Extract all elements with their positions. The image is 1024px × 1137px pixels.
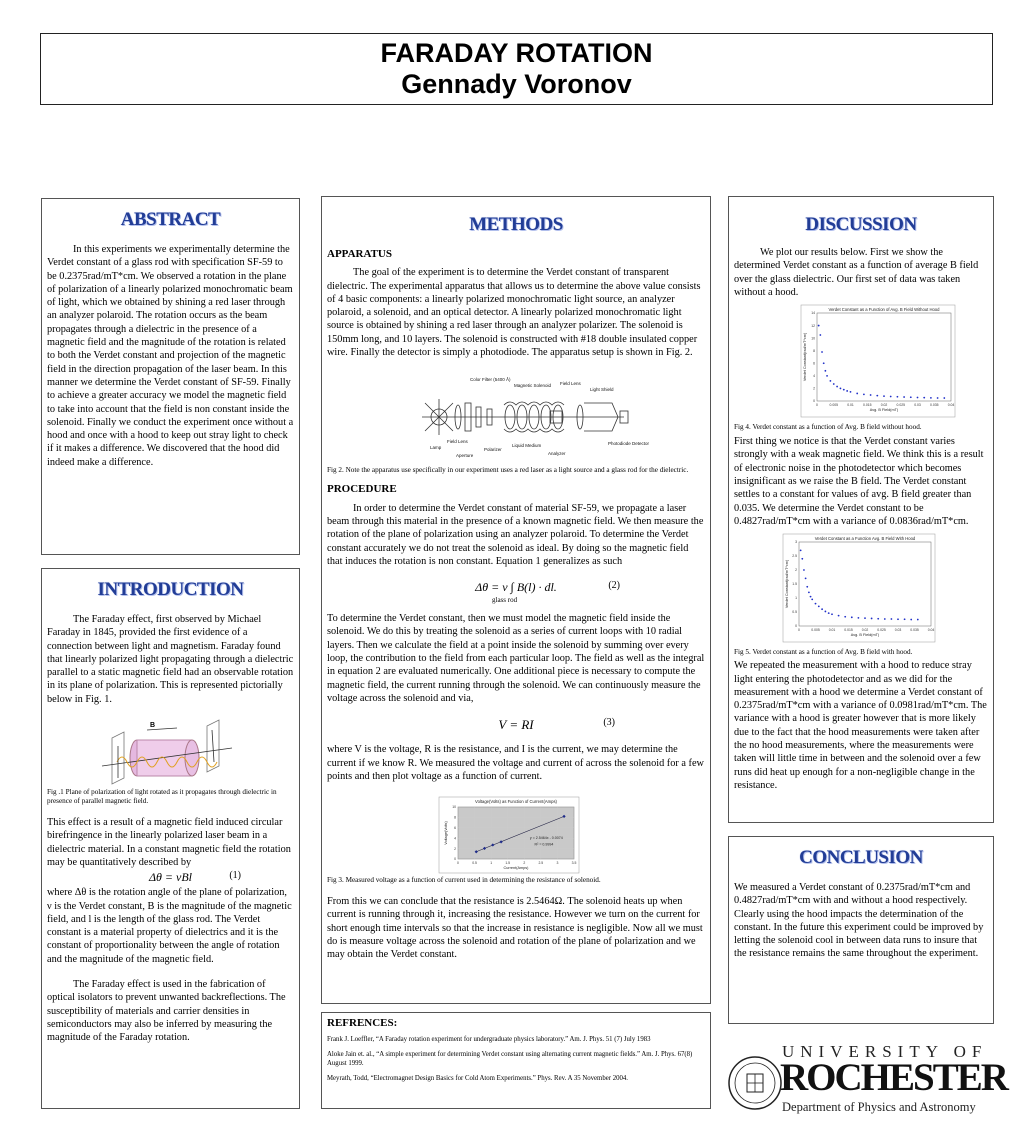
svg-text:B: B xyxy=(150,722,156,730)
data-point xyxy=(923,397,925,399)
data-point xyxy=(808,592,810,594)
y-tick-label: 1 xyxy=(795,596,797,601)
discussion-paragraph-2: First thing we notice is that the Verdet constant varies strongly with a weak magnetic field. We think this is a result of electronic noise in the photodetector which becomes insignificant as we raise the B field. The Verdet constant settles to a constant for values of avg. B field greater than 0.035. We determine the Verdet constant to be 0.4827rad/mT*cm with a variance of 0.0836rad/mT*cm. xyxy=(734,436,984,527)
label-polarizer: Polarizer xyxy=(484,447,502,453)
reference-1: Frank J. Loeffler, “A Faraday rotation experiment for undergraduate physics laboratory.” Am. J. Phys. 51 (7) July 1983 xyxy=(327,1036,651,1044)
x-tick-label: 0.01 xyxy=(828,628,836,633)
x-tick-label: 0.005 xyxy=(811,628,820,633)
y-tick-label: 10 xyxy=(811,336,815,341)
data-point xyxy=(890,396,892,398)
x-tick-label: 0.025 xyxy=(877,628,886,633)
label-light-shield: Light Shield xyxy=(590,387,614,393)
data-point xyxy=(917,619,919,621)
label-photodiode-detector: Photodiode Detector xyxy=(608,441,650,447)
chart-title: Voltage(Volts) as Function of Current(Amps) xyxy=(475,799,557,805)
data-point xyxy=(877,618,879,620)
data-point xyxy=(821,351,823,353)
y-tick-label: 6 xyxy=(813,361,815,366)
equation-2 xyxy=(322,580,710,606)
y-tick-label: 0 xyxy=(795,624,797,629)
data-point xyxy=(884,618,886,620)
equation-1 xyxy=(42,870,299,885)
label-liquid-medium: Liquid Medium xyxy=(512,443,542,449)
x-tick-label: 0.015 xyxy=(844,628,853,633)
discussion-heading: DISCUSSION xyxy=(805,214,917,235)
x-axis-label: Current(Amps) xyxy=(503,866,529,871)
y-tick-label: 4 xyxy=(813,374,815,379)
x-tick-label: 0.03 xyxy=(914,403,921,408)
data-point xyxy=(806,586,808,588)
resistance-paragraph: From this we can conclude that the resistance is 2.5464Ω. The solenoid heats up when current is running through it, increasing the resistance. However we turn on the current for short enough time intervals so that the increase in resistance is negligible. Now all we must do is measure voltage across the solenoid and rotation of the plane of polarization and we may obtain the Verdet constant. xyxy=(327,896,703,961)
y-tick-label: 2 xyxy=(454,846,456,851)
intro-paragraph-1: The Faraday effect, first observed by Michael Faraday in 1845, provided the first evidence of a connection between light and magnetism. Faraday found that linearly polarized light propagating through a dielectric parallel to a static magnetic field had an observable rotation in its plane of polarization. This is represented pictorially below in Fig. 1. xyxy=(47,614,294,705)
discussion-paragraph-1: We plot our results below. First we show the determined Verdet constant as a function of average B field over the glass dielectric. Our first set of data was taken without a hood. xyxy=(734,247,979,298)
logo-university-of: UNIVERSITY OF xyxy=(782,1042,988,1061)
verdet-with-hood-chart xyxy=(729,532,993,646)
data-point xyxy=(843,389,845,391)
data-point xyxy=(904,619,906,621)
plot-area xyxy=(817,313,951,401)
x-tick-label: 0.005 xyxy=(829,403,838,408)
data-point xyxy=(856,393,858,395)
label-field-lens-1: Field Lens xyxy=(560,381,581,387)
label-magnetic-solenoid: Magnetic Solenoid xyxy=(514,383,552,389)
references-heading: REFRENCES: xyxy=(327,1017,398,1029)
data-point xyxy=(826,375,828,377)
data-point xyxy=(917,397,919,399)
abstract-heading: ABSTRACT xyxy=(120,209,221,230)
fig5-caption: Fig 5. Verdet constant as a function of Avg. B field with hood. xyxy=(734,648,913,657)
y-axis-label: Voltage(Volts) xyxy=(444,821,448,845)
data-point xyxy=(883,395,885,397)
y-tick-label: 2 xyxy=(795,568,797,573)
equation-1-text: Δθ = νBl xyxy=(148,870,193,885)
conclusion-section xyxy=(728,836,994,1024)
data-point xyxy=(910,397,912,399)
x-tick-label: 3 xyxy=(556,861,559,866)
model-paragraph: To determine the Verdet constant, then we must model the magnetic field inside the solenoid. We do this by treating the solenoid as a series of current loops with 10 radial layers. Then we calculate the field at a point inside the solenoid by summing over every loop, the contribution to the field from each particular loop. The field as well as the integral in equation 2 are evaluated numerically. One additional piece is necessary to compute the magnetic field, the current running through the solenoid. We can continuously measure the voltage across the solenoid and via, xyxy=(327,613,705,704)
data-point xyxy=(805,578,807,580)
data-point xyxy=(840,388,842,390)
discussion-paragraph-3: We repeated the measurement with a hood to reduce stray light entering the photodetector and as we did for the measurement with a hood we determine a Verdet constant of 0.2375rad/mT*cm with a variance of 0.0981rad/mT*cm. The variance with a hood is greater however that is more likely due to the fact that the hood measurements were taken after the no hood measurements, where the measurements were taken will little time in between and the solenoid over a few runs did heat up enough for a non-negligible change in the resistance. xyxy=(734,660,987,791)
y-tick-label: 0.5 xyxy=(792,610,797,615)
x-tick-label: 0.025 xyxy=(896,403,905,408)
y-tick-label: 8 xyxy=(813,349,815,354)
logo-department: Department of Physics and Astronomy xyxy=(782,1100,976,1114)
data-point xyxy=(897,619,899,621)
reference-3: Meyrath, Todd, “Electromagnet Design Basics for Cold Atom Experiments.” Phys. Rev. A 35 November 2004. xyxy=(327,1075,628,1083)
x-tick-label: 0.03 xyxy=(894,628,902,633)
x-tick-label: 2 xyxy=(523,861,526,866)
data-point xyxy=(891,618,893,620)
data-point xyxy=(858,617,860,619)
fig2-caption: Fig 2. Note the apparatus use specifically in our experiment uses a red laser as a light source and a glass rod for the dielectric. xyxy=(327,466,689,475)
conclusion-body: We measured a Verdet constant of 0.2375rad/mT*cm and 0.4827rad/mT*cm with and without a hood respectively. Clearly using the hood impacts the determination of the constant. In the future this experiment could be improved by letting the solenoid cool in between data runs to insure that the resistance remains the same throughout the experiment. xyxy=(734,882,984,960)
vri-paragraph: where V is the voltage, R is the resistance, and I is the current, we may determine the current if we know R. We measured the voltage and current of across the solenoid for a few points and then plot voltage as a function of current. xyxy=(327,744,704,782)
x-tick-label: 1 xyxy=(490,861,493,866)
data-point xyxy=(831,614,833,616)
y-tick-label: 14 xyxy=(811,311,815,316)
x-axis-label: Avg. B Field(mT) xyxy=(850,633,880,638)
y-tick-label: 12 xyxy=(811,323,815,328)
y-tick-label: 0 xyxy=(454,857,456,862)
y-tick-label: 1.5 xyxy=(792,582,797,587)
introduction-section xyxy=(41,568,300,1109)
abstract-body: In this experiments we experimentally determine the Verdet constant of a glass rod with specification SF-59 to be 0.2375rad/mT*cm. We observed a rotation in the plane of polarization of a linearly polarized monochromatic beam of light, which we obtained by shining a red laser through an analyzer polaroid. The rotation occurs as the beam propagates through a dielectric in the presence of a magnetic field and the magnitude of the rotation is related to both the Verdet constant and projection of the magnetic field in the direction propagation of the laser beam. In this manner we determine the Verdet constant of SF-59. Finally to achieve a greater accuracy we model the magnetic field to take into account that the field is non constant inside the solenoid. Finally we conduct the experiment once without a hood and once with a hood to keep out stray light to check if it makes a difference. We discovered that the hood did indeed make a difference. xyxy=(47,244,294,468)
label-color-filter: Color Filter (5400 Å) xyxy=(470,377,511,383)
data-point xyxy=(897,396,899,398)
x-tick-label: 0 xyxy=(798,628,800,633)
voltage-current-chart xyxy=(322,795,710,875)
logo-rochester: ROCHESTER xyxy=(780,1056,1007,1099)
conclusion-heading: CONCLUSION xyxy=(799,847,923,868)
x-tick-label: 2.5 xyxy=(538,861,544,866)
fig2-apparatus-diagram xyxy=(322,373,710,463)
equation-2-subscript: glass rod xyxy=(492,596,518,605)
chart-title: Verdet Constant as a Function Avg. B Field With Hood xyxy=(814,536,916,542)
data-point xyxy=(821,609,823,611)
data-point xyxy=(870,394,872,396)
data-point xyxy=(838,615,840,617)
x-tick-label: 0.02 xyxy=(880,403,888,408)
data-point xyxy=(863,394,865,396)
apparatus-heading: APPARATUS xyxy=(327,248,392,260)
chart-title: Verdet Constant as a Function of Avg. B Field Without Hood xyxy=(828,307,940,313)
intro-paragraph-2: This effect is a result of a magnetic field induced circular birefringence in the linearly polarized laser beam in a dielectric material. In a constant magnetic field the rotation may be quantitatively described by xyxy=(47,817,291,868)
x-axis-label: Avg. B Field(mT) xyxy=(869,408,899,413)
title-line1: FARADAY ROTATION xyxy=(380,38,653,68)
fig1-diagram xyxy=(42,718,299,788)
data-point xyxy=(844,616,846,618)
data-point xyxy=(815,603,817,605)
data-point xyxy=(937,397,939,399)
label-analyzer: Analyzer xyxy=(548,451,566,457)
reference-2: Aloke Jain et. al., “A simple experiment for determining Verdet constant using alternating current magnetic fields.” Am. J. Phys. 67(8) August 1999. xyxy=(327,1051,693,1068)
x-tick-label: 0.04 xyxy=(947,403,955,408)
x-tick-label: 0.04 xyxy=(927,628,935,633)
y-tick-label: 10 xyxy=(452,805,456,810)
introduction-heading: INTRODUCTION xyxy=(97,579,244,600)
fig3-container xyxy=(322,795,710,875)
data-point xyxy=(851,617,853,619)
label-lamp: Lamp xyxy=(430,445,442,451)
data-point xyxy=(833,383,835,385)
data-point xyxy=(800,550,802,552)
x-tick-label: 3.5 xyxy=(571,861,577,866)
data-point xyxy=(825,611,827,613)
x-tick-label: 1.5 xyxy=(505,861,511,866)
poster-title xyxy=(40,33,993,105)
equation-1-number: (1) xyxy=(229,870,241,882)
equation-3-text: V = RI xyxy=(498,717,534,733)
intro-paragraph-3: where Δθ is the rotation angle of the plane of polarization, ν is the Verdet constant, B is the magnitude of the magnetic field, and l is the length of the glass rod. The Verdet constant is a material property of dielectrics and it is the constant of proportionality between the angle of rotation and the magnitude of the magnetic field. xyxy=(47,887,292,965)
data-point xyxy=(810,596,812,598)
equation-2-number: (2) xyxy=(608,580,620,592)
fig5-container xyxy=(729,532,993,646)
fit-equation-label: y = 2.5464x - 0.0074 xyxy=(529,836,563,841)
data-point xyxy=(811,599,813,601)
intro-paragraph-4: The Faraday effect is used in the fabrication of optical isolators to prevent unwanted backreflections. The susceptibility of materials and carrier densities in semiconductors may also be inferred by measuring the magnitude of the Faraday rotation. xyxy=(47,979,286,1044)
data-point xyxy=(830,380,832,382)
data-point xyxy=(803,569,805,571)
data-point xyxy=(871,618,873,620)
x-tick-label: 0.035 xyxy=(910,628,919,633)
y-axis-label: Verdet Constant(rad/mT*cm) xyxy=(785,560,789,609)
data-point xyxy=(903,396,905,398)
data-point xyxy=(818,606,820,608)
data-point xyxy=(828,612,830,614)
y-tick-label: 0 xyxy=(813,399,815,404)
x-tick-label: 0.02 xyxy=(861,628,869,633)
discussion-section xyxy=(728,196,994,823)
verdet-no-hood-chart xyxy=(729,303,993,421)
abstract-section xyxy=(41,198,300,555)
references-section xyxy=(321,1012,711,1109)
data-point xyxy=(819,334,821,336)
fig4-container xyxy=(729,303,993,421)
methods-section xyxy=(321,196,711,1004)
data-point xyxy=(864,618,866,620)
label-aperture: Aperture xyxy=(456,453,474,459)
y-tick-label: 3 xyxy=(795,540,797,545)
fig1-caption: Fig .1 Plane of polarization of light rotated as it propagates through dielectric in presence of parallel magnetic field. xyxy=(47,788,277,806)
data-point xyxy=(824,370,826,372)
x-tick-label: 0.035 xyxy=(930,403,939,408)
university-logo xyxy=(728,1040,1007,1118)
fit-r2-label: R² = 0.9994 xyxy=(534,842,554,847)
x-tick-label: 0.015 xyxy=(863,403,872,408)
equation-2-text: Δθ = ν ∫ B(l) · dl. xyxy=(475,580,557,595)
y-tick-label: 6 xyxy=(454,826,456,831)
data-point xyxy=(850,391,852,393)
procedure-paragraph: In order to determine the Verdet constant of material SF-59, we propagate a laser beam through this material in the presence of a known magnetic field. We then measure the rotation of the plane of polarization using an analyzer polaroid. To determine the Verdet constant accurately we do not treat the solenoid as ideal. By doing so the magnetic field that induces the rotation is non constant. Equation 1 generalizes as such xyxy=(327,502,704,567)
fig4-caption: Fig 4. Verdet constant as a function of Avg. B field without hood. xyxy=(734,423,922,432)
x-tick-label: 0.01 xyxy=(847,403,854,408)
data-point xyxy=(910,619,912,621)
data-point xyxy=(801,558,803,560)
data-point xyxy=(818,325,820,327)
x-tick-label: 0 xyxy=(457,861,459,866)
data-point xyxy=(876,395,878,397)
x-tick-label: 0 xyxy=(816,403,818,408)
data-point xyxy=(836,386,838,388)
equation-3 xyxy=(322,717,710,733)
data-point xyxy=(823,363,825,365)
y-tick-label: 8 xyxy=(454,815,456,820)
university-seal-icon xyxy=(728,1052,782,1114)
data-point xyxy=(846,390,848,392)
equation-3-number: (3) xyxy=(603,717,615,729)
data-point xyxy=(930,397,932,399)
label-field-lens-2: Field Lens xyxy=(447,439,468,445)
procedure-heading: PROCEDURE xyxy=(327,483,397,496)
methods-heading: METHODS xyxy=(469,214,563,235)
y-tick-label: 2 xyxy=(813,386,815,391)
y-tick-label: 4 xyxy=(454,836,456,841)
y-tick-label: 2.5 xyxy=(792,554,797,559)
apparatus-paragraph: The goal of the experiment is to determine the Verdet constant of transparent dielectric. The experimental apparatus that allows us to determine the above value consists of 4 basic components: a linearly polarized monochromatic light source, an analyzer polaroid, a solenoid, and an optical detector. A linearly polarized monochromatic light source is obtained by shining a red laser through an analyzer polarizer. The solenoid is 150mm long, and 10 layers. The solenoid is constructed with #18 double insulated copper wire. Finally the detector is simply a photodiode. The apparatus setup is shown in Fig. 2. xyxy=(327,267,701,359)
fig3-caption: Fig 3. Measured voltage as a function of current used in determining the resistance of solenoid. xyxy=(327,876,601,885)
y-axis-label: Verdet Constant(rad/mT*cm) xyxy=(803,333,807,382)
x-tick-label: 0.5 xyxy=(472,861,477,866)
plot-area xyxy=(799,542,931,626)
data-point xyxy=(943,397,945,399)
title-line2: Gennady Voronov xyxy=(401,69,632,99)
